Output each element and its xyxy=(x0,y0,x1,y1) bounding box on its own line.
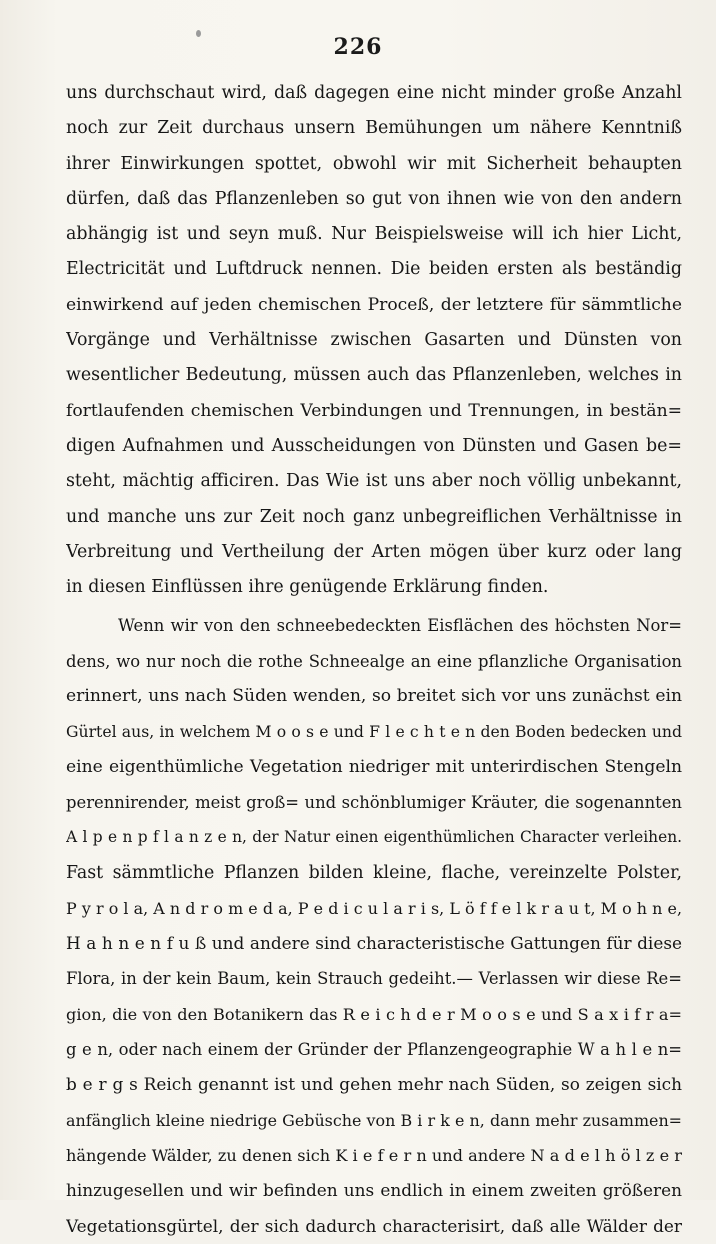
text-line: uns durchschaut wird, daß dagegen eine nicht minder große Anzahl xyxy=(66,83,682,103)
text-line: erinnert, uns nach Süden wenden, so breitet sich vor uns zunächst ein xyxy=(66,686,682,707)
text-line: Gürtel aus, in welchem M o o s e und F l e c h t e n den Boden bedecken und xyxy=(66,722,682,742)
text-line: noch zur Zeit durchaus unsern Bemühungen um nähere Kenntniß xyxy=(66,118,682,139)
text-line: perennirender, meist groß= und schönblumiger Kräuter, die sogenannten xyxy=(66,792,682,812)
text-line: ihrer Einwirkungen spottet, obwohl wir mit Sicherheit behaupten xyxy=(66,153,682,174)
text-line: digen Aufnahmen und Ausscheidungen von Dünsten und Gasen be= xyxy=(66,435,682,456)
text-line: steht, mächtig afficiren. Das Wie ist uns aber noch völlig unbekannt, xyxy=(66,471,682,492)
text-line: H a h n e n f u ß und andere sind characteristische Gattungen für diese xyxy=(66,933,682,954)
text-line: und manche uns zur Zeit noch ganz unbegreiflichen Verhältnisse in xyxy=(66,506,682,527)
paragraph-2 xyxy=(66,608,682,1243)
text-line: anfänglich kleine niedrige Gebüsche von B i r k e n, dann mehr zusammen= xyxy=(66,1110,682,1130)
text-line: wesentlicher Bedeutung, müssen auch das Pflanzenleben, welches in xyxy=(66,365,682,386)
text-line: Flora, in der kein Baum, kein Strauch gedeiht.— Verlassen wir diese Re= xyxy=(66,969,682,989)
text-line: Wenn wir von den schneebedeckten Eisflächen des höchsten Nor= xyxy=(118,616,682,636)
text-line: Vegetationsgürtel, der sich dadurch characterisirt, daß alle Wälder der xyxy=(66,1215,682,1236)
text-line: A l p e n p f l a n z e n, der Natur einen eigenthümlichen Character verleihen. xyxy=(66,828,682,847)
body-text xyxy=(66,76,682,1244)
text-line: Vorgänge und Verhältnisse zwischen Gasarten und Dünsten von xyxy=(66,330,682,351)
text-line: Verbreitung und Vertheilung der Arten mögen über kurz oder lang xyxy=(66,541,682,562)
text-line: fortlaufenden chemischen Verbindungen und Trennungen, in bestän= xyxy=(66,400,682,421)
text-line: hängende Wälder, zu denen sich K i e f e r n und andere N a d e l h ö l z e r xyxy=(66,1145,682,1165)
text-line: P y r o l a, A n d r o m e d a, P e d i c u l a r i s, L ö f f e l k r a u t, M o h n e, xyxy=(66,898,682,918)
text-line: Fast sämmtliche Pflanzen bilden kleine, flache, vereinzelte Polster, xyxy=(66,862,682,883)
text-line: eine eigenthümliche Vegetation niedriger mit unterirdischen Stengeln xyxy=(66,756,682,777)
text-line: hinzugesellen und wir befinden uns endlich in einem zweiten größeren xyxy=(66,1180,682,1201)
text-line: in diesen Einflüssen ihre genügende Erklärung finden. xyxy=(66,577,549,598)
page-number: 226 xyxy=(333,34,383,60)
text-line: Electricität und Luftdruck nennen. Die beiden ersten als beständig xyxy=(66,259,682,280)
text-line: gion, die von den Botanikern das R e i c h d e r M o o s e und S a x i f r a= xyxy=(66,1004,682,1024)
text-line: abhängig ist und seyn muß. Nur Beispielsweise will ich hier Licht, xyxy=(66,224,682,245)
text-line: dens, wo nur noch die rothe Schneealge an eine pflanzliche Organisation xyxy=(66,651,682,671)
text-line: dürfen, daß das Pflanzenleben so gut von ihnen wie von den andern xyxy=(66,188,682,209)
text-line: b e r g s Reich genannt ist und gehen mehr nach Süden, so zeigen sich xyxy=(66,1074,682,1095)
text-line: einwirkend auf jeden chemischen Proceß, der letztere für sämmtliche xyxy=(66,294,682,315)
text-line: g e n, oder nach einem der Gründer der Pflanzengeographie W a h l e n= xyxy=(66,1040,682,1060)
paragraph-1 xyxy=(66,76,682,605)
